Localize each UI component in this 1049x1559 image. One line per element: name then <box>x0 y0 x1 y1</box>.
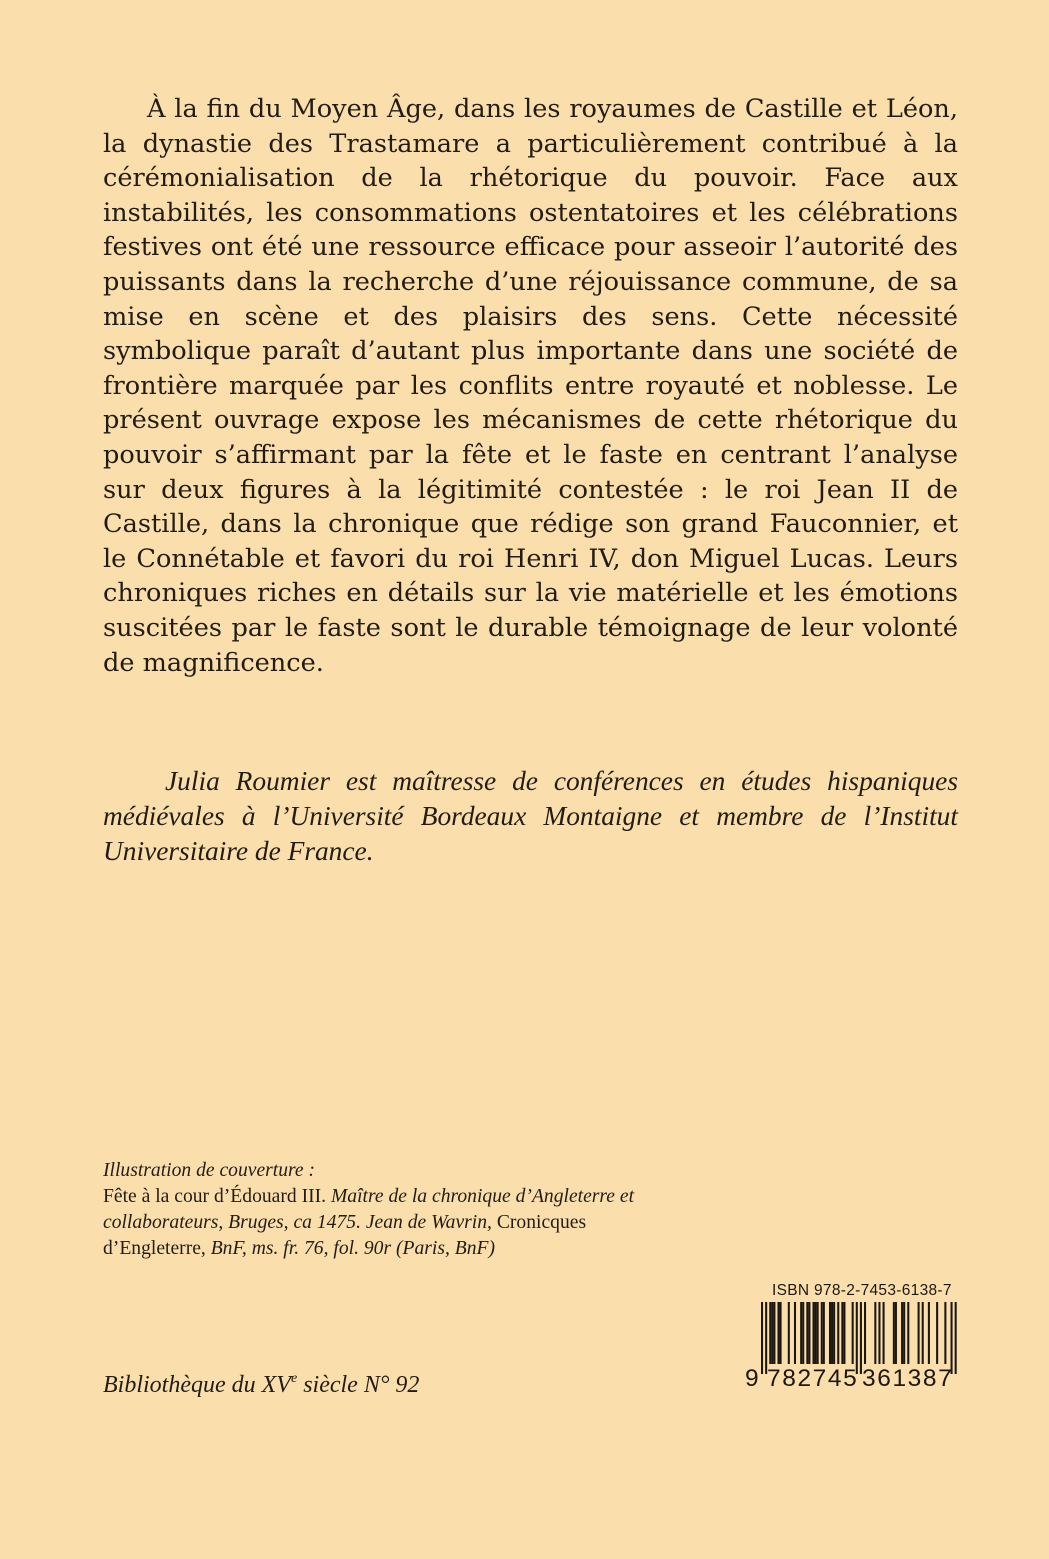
series-superscript: e <box>290 1371 298 1386</box>
series-label <box>103 1364 419 1400</box>
barcode-bar <box>833 1302 835 1364</box>
barcode-guard-bar <box>860 1302 862 1374</box>
illustration-work-title-end: d’Engleterre, <box>103 1238 206 1259</box>
illustration-place-date: collaborateurs, Bruges, ca 1475. Jean de Wavrin, <box>103 1212 492 1233</box>
barcode-bar <box>843 1302 845 1364</box>
author-biography: Julia Roumier est maîtresse de conférences en études hispaniques médiévales à l’Université Bordeaux Montaigne et membre de l’Institut Universitaire de France. <box>103 766 958 866</box>
barcode-bar <box>936 1302 938 1364</box>
illustration-credit-line-2 <box>103 1210 743 1236</box>
illustration-work-title-start: Cronicques <box>496 1212 587 1233</box>
barcode-guard-bar <box>856 1302 858 1374</box>
barcode-bar <box>928 1302 930 1364</box>
barcode-bar <box>821 1302 823 1364</box>
barcode-first-digit: 9 <box>745 1365 759 1392</box>
illustration-credit-line-3 <box>103 1236 743 1262</box>
barcode-guard-bar <box>765 1302 767 1374</box>
barcode-bar <box>837 1302 839 1364</box>
barcode-bar <box>907 1302 909 1364</box>
series-suffix: siècle N° 92 <box>303 1372 420 1398</box>
barcode-left-group: 782745 <box>767 1365 859 1392</box>
isbn-barcode <box>745 1282 957 1412</box>
barcode-guard-bar <box>951 1302 953 1374</box>
barcode-bar <box>788 1302 790 1364</box>
barcode-bar <box>769 1302 771 1364</box>
barcode-bar <box>903 1302 905 1364</box>
barcode-bar <box>808 1302 810 1364</box>
barcode-bar <box>831 1302 833 1364</box>
barcode-bar <box>864 1302 866 1364</box>
barcode-bar <box>794 1302 796 1364</box>
barcode-bar <box>780 1302 782 1364</box>
barcode-bar <box>841 1302 843 1364</box>
barcode-bar <box>806 1302 808 1364</box>
barcode-bar <box>878 1302 880 1364</box>
barcode-bar <box>852 1302 854 1364</box>
barcode-bar <box>815 1302 817 1364</box>
barcode-bar <box>944 1302 946 1364</box>
barcode-bar <box>817 1302 819 1364</box>
barcode-bar <box>901 1302 903 1364</box>
barcode-right-group: 361387 <box>862 1365 954 1392</box>
illustration-credit-heading: Illustration de couverture : <box>103 1160 316 1181</box>
cover-illustration-credit <box>103 1158 743 1262</box>
series-prefix: Bibliothèque du XV <box>103 1372 291 1398</box>
barcode-bar <box>777 1302 779 1364</box>
barcode-guard-bar <box>761 1302 763 1374</box>
barcode-bar <box>802 1302 804 1364</box>
barcode-guard-bar <box>955 1302 957 1374</box>
barcode-bar <box>829 1302 831 1364</box>
barcode-bar <box>895 1302 897 1364</box>
illustration-source: BnF, ms. fr. 76, fol. 90r (Paris, BnF) <box>210 1238 496 1259</box>
barcode-bar <box>823 1302 825 1364</box>
barcode-bar <box>893 1302 895 1364</box>
barcode-bar <box>800 1302 802 1364</box>
barcode-bar <box>918 1302 920 1364</box>
illustration-credit-line-1 <box>103 1184 743 1210</box>
illustration-artist: Maître de la chronique d’Angleterre et <box>330 1186 635 1207</box>
isbn-number: ISBN 978-2-7453-6138-7 <box>772 1282 952 1299</box>
illustration-title: Fête à la cour d’Édouard III. <box>103 1186 327 1207</box>
barcode-bar <box>771 1302 773 1364</box>
book-description: À la fin du Moyen Âge, dans les royaumes de Castille et Léon, la dynastie des Trastamare a particulièrement contribué à la cérémonialisation de la rhétorique du pouvoir. Face aux instabilités, les consommations ostentatoires et les célébrations festives ont été une ressource efficace pour asseoir l’autorité des puissants dans la recherche d’une réjouissance commune, de sa mise en scène et des plaisirs des sens. Cette nécessité symbolique paraît d’autant plus importante dans une société de frontière marquée par les conflits entre royauté et noblesse. Le présent ouvrage expose les mécanismes de cette rhétorique du pouvoir s’affirmant par la fête et le faste en centrant l’analyse sur deux figures à la légitimité contestée : le roi Jean II de Castille, dans la chronique que rédige son grand Fauconnier, et le Connétable et favori du roi Henri IV, don Miguel Lucas. Leurs chroniques riches en détails sur la vie matérielle et les émotions suscitées par le faste sont le durable témoignage de leur volonté de magnificence. <box>103 94 958 678</box>
barcode-bar <box>883 1302 885 1364</box>
barcode-bar <box>922 1302 924 1364</box>
barcode-bar <box>813 1302 815 1364</box>
barcode-bar <box>773 1302 775 1364</box>
barcode-bar <box>874 1302 876 1364</box>
